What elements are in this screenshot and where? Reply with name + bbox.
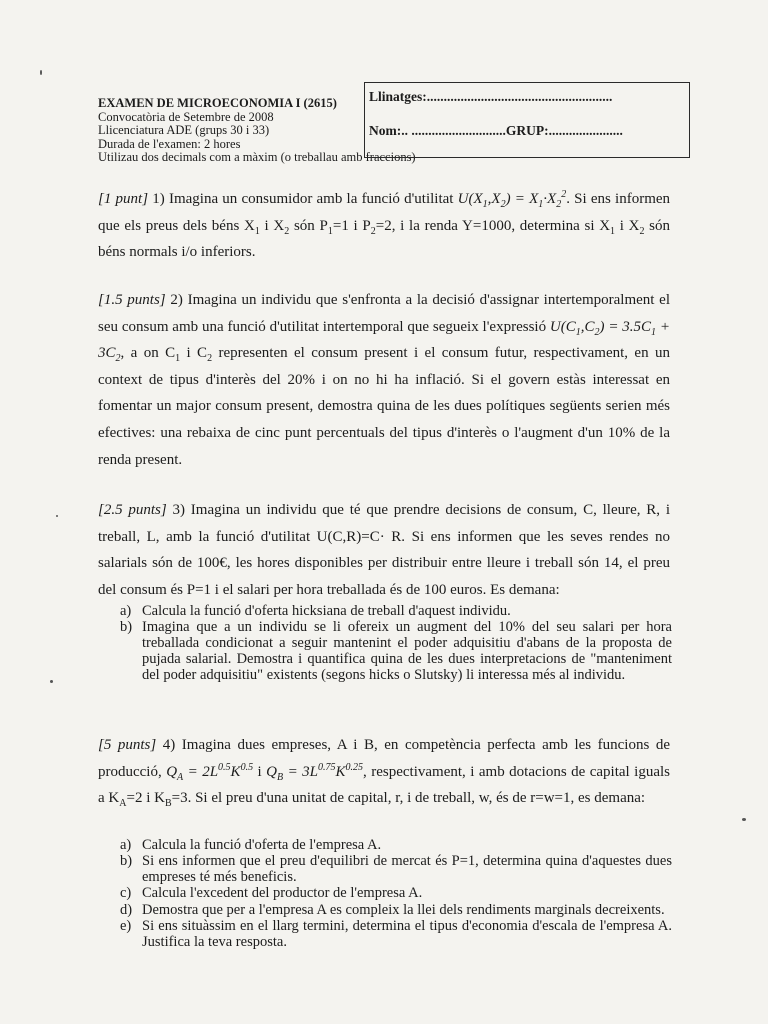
question-3-number: 3): [172, 502, 185, 518]
question-3-text: Imagina un individu que té que prendre decisions de consum, C, lleure, R, i treball, L, amb la funció d'utilitat U(C,R)=C· R. Si ens informen que les seves rendes no salarials són de 100€, les hores disponibles per distribuir entre lleure i treball són 14, el preu del consum és P=1 i el salari per hora treballada és de 100 euros. Es demana:: [98, 502, 670, 598]
question-4-text-a: Imagina dues empreses, A i B, en competència perfecta amb les funcions de producció,: [98, 737, 670, 780]
question-4-number: 4): [162, 737, 176, 753]
name-group-field[interactable]: Nom:.. ............................GRUP:......................: [369, 123, 623, 138]
question-1-points: [1 punt]: [98, 191, 149, 207]
list-item: d) Demostra que per a l'empresa A es compleix la llei dels rendiments marginals decreixents.: [120, 901, 665, 918]
question-2-number: 2): [170, 292, 183, 308]
student-info-box: [364, 82, 690, 158]
question-3-points: [2.5 punts]: [98, 502, 167, 518]
scan-speck: [40, 70, 42, 75]
question-1-number: 1): [152, 191, 165, 207]
question-1-formula: $U(X_1,X_2) = X_1\cdot X_2^2$: [457, 189, 567, 210]
question-1-text-a: Imagina un consumidor amb la funció d'utilitat: [168, 191, 454, 207]
question-4-conj: i: [257, 763, 262, 780]
exam-degree: Llicenciatura ADE (grups 30 i 33): [98, 123, 270, 138]
scan-speck: [742, 818, 746, 821]
list-item: b) Imagina que a un individu se li ofereix un augment del 10% del seu salari per hora treballada condicionat a seguir mantenint el poder adquisitiu d'abans de la proposta de pujada salarial. Demostra i quantifica quina de les dues interpretacions de "manteniment del poder adquisitiu" existents (segons hicks o Slutsky) li interessa més al individu.: [120, 619, 672, 683]
list-item: a) Calcula la funció d'oferta hicksiana de treball d'aquest individu.: [120, 603, 511, 619]
question-4-subitems: [120, 838, 672, 951]
question-4-text-b: , respectivament, i amb dotacions de capital iguals a $K_A=2$ i $K_B=3$. Si el preu d'una unitat de capital, r, i de treball, w, és de r=w=1, es demana:: [98, 763, 671, 810]
question-3: [98, 497, 670, 603]
exam-duration: Durada de l'examen: 2 hores: [98, 136, 241, 151]
question-4-points: [5 punts]: [98, 737, 157, 753]
list-item: a) Calcula la funció d'oferta de l'empresa A.: [120, 837, 382, 853]
exam-call: Convocatòria de Setembre de 2008: [98, 109, 274, 124]
list-item: e) Si ens situàssim en el llarg termini, determina el tipus d'economia d'escala de l'empresa A. Justifica la teva resposta.: [120, 917, 672, 950]
question-2-formula: $U(C_1,C_2) = 3.5C_1 + 3C_2$: [98, 318, 670, 365]
question-2-text-b: , a on $C_1$ i $C_2$ representen el consum present i el consum futur, respectivament, en un context de tipus d'interès del 20% i on no hi ha inflació. Si el govern estàs interessat en fomentar un major consum present, demostra quina de les dues polítiques següents serien més efectives: una rebaixa de cinc punt percentuals del tipus d'interès o l'augment d'un 10% de la renda present.: [98, 345, 670, 468]
exam-header: [98, 96, 416, 165]
scan-speck: [56, 515, 58, 517]
question-2: [98, 287, 670, 473]
question-2-text-a: Imagina un individu que s'enfronta a la decisió d'assignar intertemporalment el seu consum amb una funció d'utilitat intertemporal que segueix l'expressió: [98, 292, 671, 335]
exam-note: Utilizau dos decimals com a màxim (o treballau amb fraccions): [98, 150, 416, 165]
scan-speck: [50, 680, 53, 683]
exam-title: EXAMEN DE MICROECONOMIA I (2615): [98, 96, 337, 110]
list-item: b) Si ens informen que el preu d'equilibri de mercat és P=1, determina quina d'aquestes dues empreses té més beneficis.: [120, 853, 672, 886]
question-1: [98, 186, 670, 266]
question-4-formula-a: $Q_A = 2L^{0.5}K^{0.5}$: [166, 761, 254, 783]
list-item: c) Calcula l'excedent del productor de l'empresa A.: [120, 885, 423, 902]
question-2-points: [1.5 punts]: [98, 292, 166, 308]
question-3-subitems: [120, 604, 672, 684]
question-4: [98, 732, 670, 812]
question-4-formula-b: $Q_B = 3L^{0.75}K^{0.25}$: [266, 761, 364, 783]
surname-field[interactable]: Llinatges:.......................................................: [369, 89, 613, 104]
question-1-text-b: . Si ens informen que els preus dels béns $X_1$ i $X_2$ són $P_1=1$ i $P_2=2$, i la renda Y=1000, determina si $X_1$ i $X_2$ són béns normals i/o inferiors.: [98, 191, 671, 261]
